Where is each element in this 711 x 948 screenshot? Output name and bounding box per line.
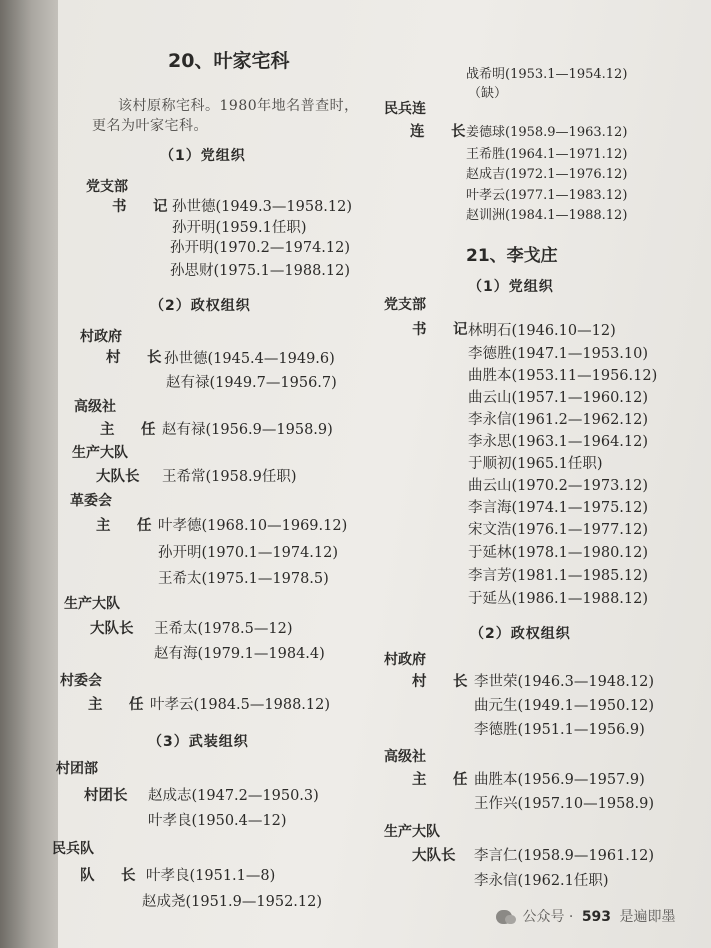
- list-item: 战希明(1953.1—1954.12): [466, 67, 628, 82]
- list-item: 王希太(1978.5—12): [154, 621, 293, 637]
- list-item: 赵训洲(1984.1—1988.12): [466, 208, 628, 223]
- list-item: 孙开明(1959.1任职): [172, 220, 307, 236]
- list-item: 姜德球(1958.9—1963.12): [466, 125, 628, 140]
- watermark-label: 公众号 ·: [522, 909, 574, 925]
- section-title-20: 20、叶家宅科: [168, 50, 290, 72]
- role-director: 主 任: [100, 422, 162, 438]
- role-brigade-head-2: 大队长: [90, 621, 134, 637]
- list-item: 孙世德(1949.3—1958.12): [172, 199, 353, 215]
- list-item: 曲胜本(1956.9—1957.9): [474, 772, 645, 788]
- list-item: 赵有海(1979.1—1984.4): [154, 646, 325, 662]
- list-item: 李永思(1963.1—1964.12): [468, 434, 649, 450]
- list-item: 曲云山(1957.1—1960.12): [468, 390, 649, 406]
- list-item: 曲云山(1970.2—1973.12): [468, 478, 649, 494]
- list-item: 孙世德(1945.4—1949.6): [164, 351, 335, 367]
- org-revolutionary-committee: 革委会: [70, 493, 112, 509]
- org-village-government: 村政府: [80, 329, 122, 345]
- note-missing: （缺）: [468, 86, 508, 101]
- list-item: 李德胜(1947.1—1953.10): [468, 346, 649, 362]
- role-secretary: 书 记: [112, 199, 174, 215]
- intro-line-1: 该村原称宅科。1980年地名普查时，: [118, 98, 359, 114]
- list-item: 孙开明(1970.2—1974.12): [170, 240, 351, 256]
- role-youth-head: 村团长: [84, 788, 128, 804]
- page-number: 593: [581, 909, 612, 925]
- org-production-brigade-21: 生产大队: [384, 824, 440, 840]
- org-party-branch: 党支部: [86, 179, 128, 195]
- role-director-21: 主 任: [412, 772, 474, 788]
- list-item: 赵成尧(1951.9—1952.12): [142, 894, 323, 910]
- role-revcom-director: 主 任: [96, 518, 158, 534]
- list-item: 叶孝云(1977.1—1983.12): [466, 188, 628, 203]
- org-advanced-coop: 高级社: [74, 399, 116, 415]
- role-brigade-head: 大队长: [96, 469, 140, 485]
- list-item: 叶孝云(1984.5—1988.12): [150, 697, 331, 713]
- org-advanced-coop-21: 高级社: [384, 749, 426, 765]
- list-item: 李德胜(1951.1—1956.9): [474, 722, 645, 738]
- list-item: 曲元生(1949.1—1950.12): [474, 698, 655, 714]
- org-party-branch-21: 党支部: [384, 297, 426, 313]
- list-item: 叶孝良(1950.4—12): [148, 813, 287, 829]
- list-item: 李永信(1961.2—1962.12): [468, 412, 649, 428]
- list-item: 孙思财(1975.1—1988.12): [170, 263, 351, 279]
- role-company-head: 连 长: [410, 124, 472, 140]
- list-item: 赵有禄(1956.9—1958.9): [162, 422, 333, 438]
- heading-government: （2）政权组织: [150, 298, 251, 314]
- list-item: 赵有禄(1949.7—1956.7): [166, 375, 337, 391]
- heading-armed: （3）武装组织: [148, 734, 249, 750]
- list-item: 宋文浩(1976.1—1977.12): [468, 522, 649, 538]
- role-village-head-21: 村 长: [412, 674, 474, 690]
- org-production-brigade: 生产大队: [72, 445, 128, 461]
- role-villcom-director: 主 任: [88, 697, 150, 713]
- role-secretary-21: 书 记: [412, 322, 474, 338]
- heading-government-21: （2）政权组织: [470, 626, 571, 642]
- list-item: 王作兴(1957.10—1958.9): [474, 796, 655, 812]
- org-militia-company: 民兵连: [384, 101, 426, 117]
- list-item: 李永信(1962.1任职): [474, 873, 609, 889]
- list-item: 王希太(1975.1—1978.5): [158, 571, 329, 587]
- list-item: 李言海(1974.1—1975.12): [468, 500, 649, 516]
- list-item: 孙开明(1970.1—1974.12): [158, 545, 339, 561]
- list-item: 李言仁(1958.9—1961.12): [474, 848, 655, 864]
- list-item: 于延林(1978.1—1980.12): [468, 545, 649, 561]
- list-item: 李世荣(1946.3—1948.12): [474, 674, 655, 690]
- heading-party-21: （1）党组织: [468, 279, 554, 295]
- list-item: 王希常(1958.9任职): [162, 469, 297, 485]
- wechat-icon: [496, 910, 512, 924]
- watermark-footer: [496, 906, 676, 926]
- heading-party: （1）党组织: [160, 148, 246, 164]
- org-village-committee: 村委会: [60, 673, 102, 689]
- intro-line-2: 更名为叶家宅科。: [92, 118, 208, 134]
- list-item: 李言芳(1981.1—1985.12): [468, 568, 649, 584]
- list-item: 林明石(1946.10—12): [468, 323, 616, 339]
- role-militia-head: 队 长: [80, 868, 142, 884]
- list-item: 赵成吉(1972.1—1976.12): [466, 167, 628, 182]
- section-title-21: 21、李戈庄: [466, 246, 558, 266]
- org-militia-team: 民兵队: [52, 841, 94, 857]
- list-item: 叶孝德(1968.10—1969.12): [158, 518, 348, 534]
- org-youth-league: 村团部: [56, 761, 98, 777]
- list-item: 曲胜本(1953.11—1956.12): [468, 368, 658, 384]
- watermark-account: 是遍即墨: [619, 909, 676, 925]
- list-item: 于顺初(1965.1任职): [468, 456, 603, 472]
- list-item: 赵成志(1947.2—1950.3): [148, 788, 319, 804]
- role-village-head: 村 长: [106, 350, 168, 366]
- list-item: 于延丛(1986.1—1988.12): [468, 591, 649, 607]
- list-item: 王希胜(1964.1—1971.12): [466, 147, 628, 162]
- role-brigade-head-21: 大队长: [412, 848, 456, 864]
- list-item: 叶孝良(1951.1—8): [146, 868, 276, 884]
- org-production-brigade-2: 生产大队: [64, 596, 120, 612]
- org-village-government-21: 村政府: [384, 652, 426, 668]
